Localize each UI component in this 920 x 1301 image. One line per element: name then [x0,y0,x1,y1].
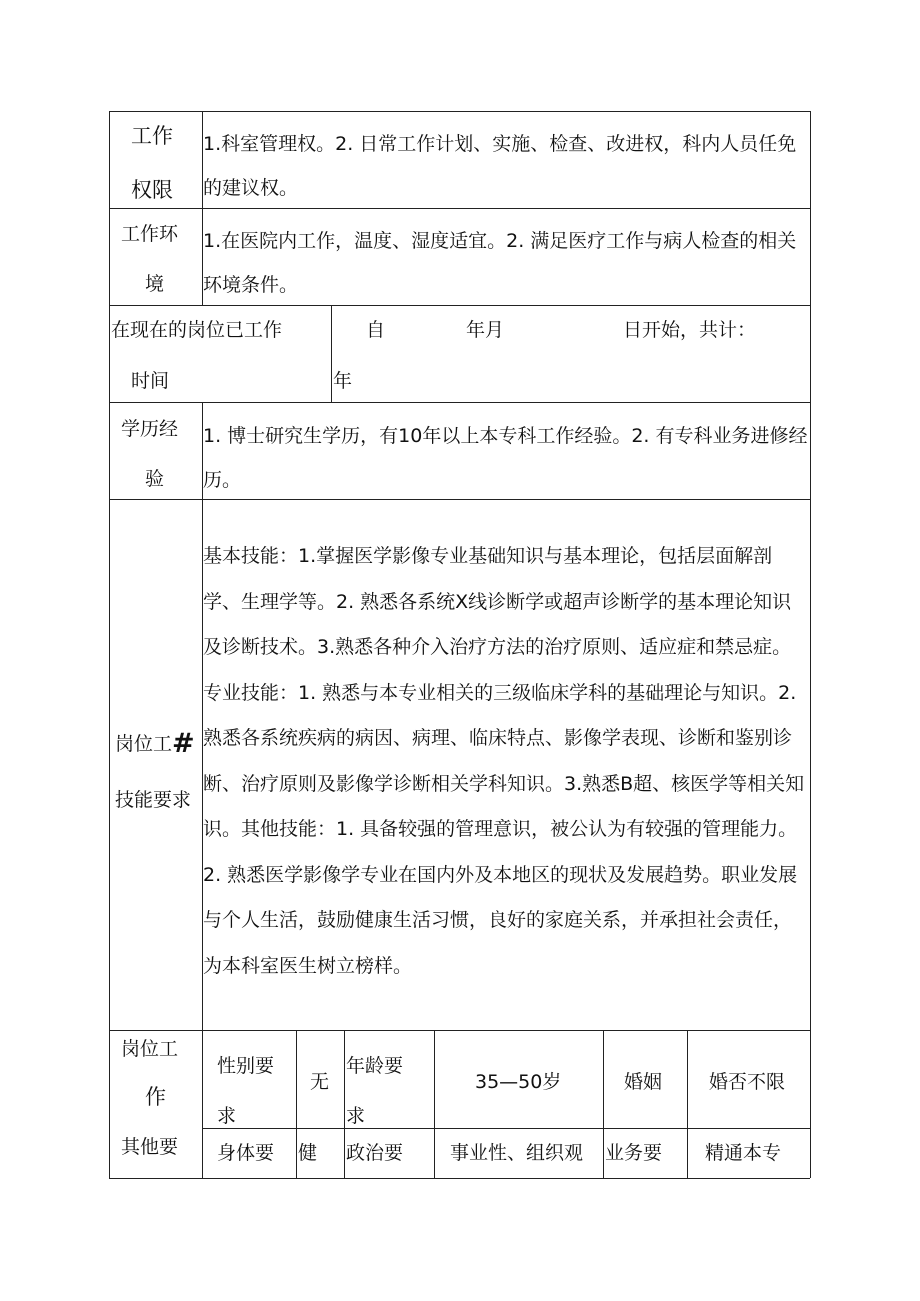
politics-value: 事业性、组织观 [450,1142,584,1164]
row-divider-skills [109,1030,810,1031]
marriage-label: 婚姻 [624,1071,663,1093]
authority-content: 1.科室管理权。2. 日常工作计划、实施、检查、改进权，科内人员任免的建议权。 [203,133,797,199]
skills-label-prefix: 岗位工 [115,733,173,755]
body-label: 身体要 [217,1142,275,1164]
tenure-year-month: 年月 [466,319,505,341]
other-col-divider-2 [344,1030,345,1178]
hash-mark: # [172,728,195,759]
table-bottom-border [109,1178,810,1179]
marriage-value: 婚否不限 [709,1071,786,1093]
other-col-divider-4 [603,1030,604,1178]
row-divider-tenure [109,402,810,403]
body-value: 健 [298,1142,318,1164]
other-col-divider-5 [687,1030,688,1178]
tenure-label-line2: 时间 [131,370,170,392]
row-divider-other-inner [202,1128,810,1129]
table-left-border [109,111,110,1178]
tenure-years: 年 [333,370,353,392]
skills-content: 基本技能：1.掌握医学影像专业基础知识与基本理论，包括层面解剖学、生理学等。2. 熟悉各系统X线诊断学或超声诊断学的基本理论知识及诊断技术。3.熟悉各种介入治疗方法的治疗原则、适应症和禁忌症。专业技能：1. 熟悉与本专业相关的三级临床学科的基础理论与知识。2. 熟悉各系统疾病的病因、病理、临床特点、影像学表现、诊断和鉴别诊断、治疗原则及影像学诊断相关学科知识。3.熟悉B超、核医学等相关知识。其他技能：1. 具备较强的管理意识，被公认为有较强的管理能力。2. 熟悉医学影像学专业在国内外及本地区的现状及发展趋势。职业发展与个人生活，鼓励健康生活习惯，良好的家庭关系，并承担社会责任，为本科室医生树立榜样。 [203,545,805,977]
politics-label: 政治要 [346,1142,404,1164]
tenure-from: 自 [366,319,386,341]
environment-label-line1: 工作环 [121,223,179,245]
education-label-line2: 验 [145,468,165,490]
authority-label-line2: 权限 [131,178,173,202]
environment-label-line2: 境 [145,273,165,295]
education-label-line1: 学历经 [121,418,179,440]
tenure-day-start-total: 日开始，共计： [623,319,757,341]
other-col-divider-1 [296,1030,297,1178]
business-value: 精通本专 [705,1142,782,1164]
skills-label-line2: 技能要求 [115,789,192,811]
business-label: 业务要 [605,1142,663,1164]
authority-label-line1: 工作 [131,124,173,148]
skills-label-line1 [115,728,195,759]
other-label-line2: 作 [145,1085,166,1109]
other-label-line3: 其他要 [121,1136,179,1158]
table-right-border [810,111,811,1178]
age-label: 年龄要求 [346,1055,404,1127]
environment-content: 1.在医院内工作，温度、湿度适宜。2. 满足医疗工作与病人检查的相关环境条件。 [203,230,797,296]
education-content: 1. 博士研究生学历，有10年以上本专科工作经验。2. 有专科业务进修经历。 [203,425,808,491]
tenure-column-divider [331,305,332,402]
age-value: 35—50岁 [475,1071,562,1093]
gender-label: 性别要求 [217,1055,275,1127]
tenure-label-line1: 在现在的岗位已工作 [111,319,283,341]
other-col-divider-3 [434,1030,435,1178]
other-label-line1: 岗位工 [121,1038,179,1060]
table-top-border [109,111,810,112]
gender-value: 无 [310,1071,330,1093]
